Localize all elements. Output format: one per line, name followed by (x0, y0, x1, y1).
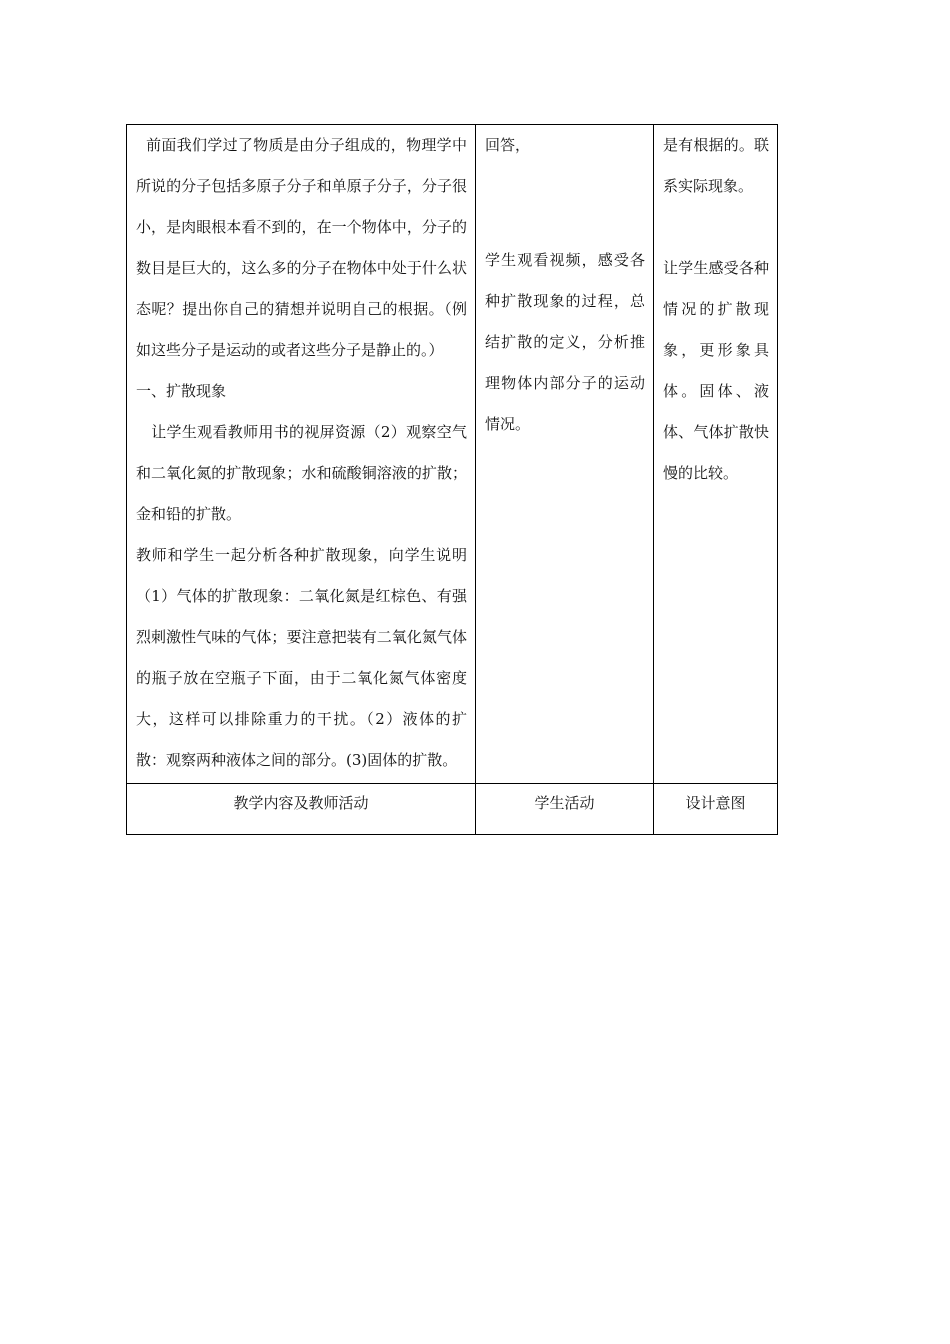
header-row (127, 784, 778, 835)
video-paragraph: 让学生观看教师用书的视屏资源（2）观察空气和二氧化氮的扩散现象；水和硫酸铜溶液的扩散；金和铅的扩散。 (136, 423, 468, 523)
teacher-activity-cell (127, 125, 476, 784)
intro-paragraph: 前面我们学过了物质是由分子组成的，物理学中所说的分子包括多原子分子和单原子分子，分子很小，是肉眼根本看不到的，在一个物体中，分子的数目是巨大的，这么多的分子在物体中处于什么状态呢？提出你自己的猜想并说明自己的根据。（例如这些分子是运动的或者这些分子是静止的。） (136, 136, 467, 359)
observe-text: 学生观看视频，感受各种扩散现象的过程，总结扩散的定义，分析推理物体内部分子的运动情况。 (485, 251, 645, 433)
header-student: 学生活动 (476, 784, 654, 835)
design-intent-cell (654, 125, 778, 784)
lesson-table (126, 124, 778, 835)
header-teacher: 教学内容及教师活动 (127, 784, 476, 835)
student-activity-cell (476, 125, 654, 784)
answer-text: 回答， (485, 136, 531, 154)
header-intent: 设计意图 (654, 784, 778, 835)
section-heading: 一、扩散现象 (136, 382, 227, 400)
reason-text: 是有根据的。联系实际现象。 (663, 136, 769, 195)
content-row (127, 125, 778, 784)
intent-text: 让学生感受各种情况的扩散现象，更形象具体。固体、液体、气体扩散快慢的比较。 (663, 259, 769, 482)
analysis-paragraph: 教师和学生一起分析各种扩散现象，向学生说明（1）气体的扩散现象：二氧化氮是红棕色、有强烈刺激性气味的气体；要注意把装有二氧化氮气体的瓶子放在空瓶子下面，由于二氧化氮气体密度大，这样可以排除重力的干扰。（2）液体的扩散：观察两种液体之间的部分。(3)固体的扩散。 (136, 546, 467, 769)
